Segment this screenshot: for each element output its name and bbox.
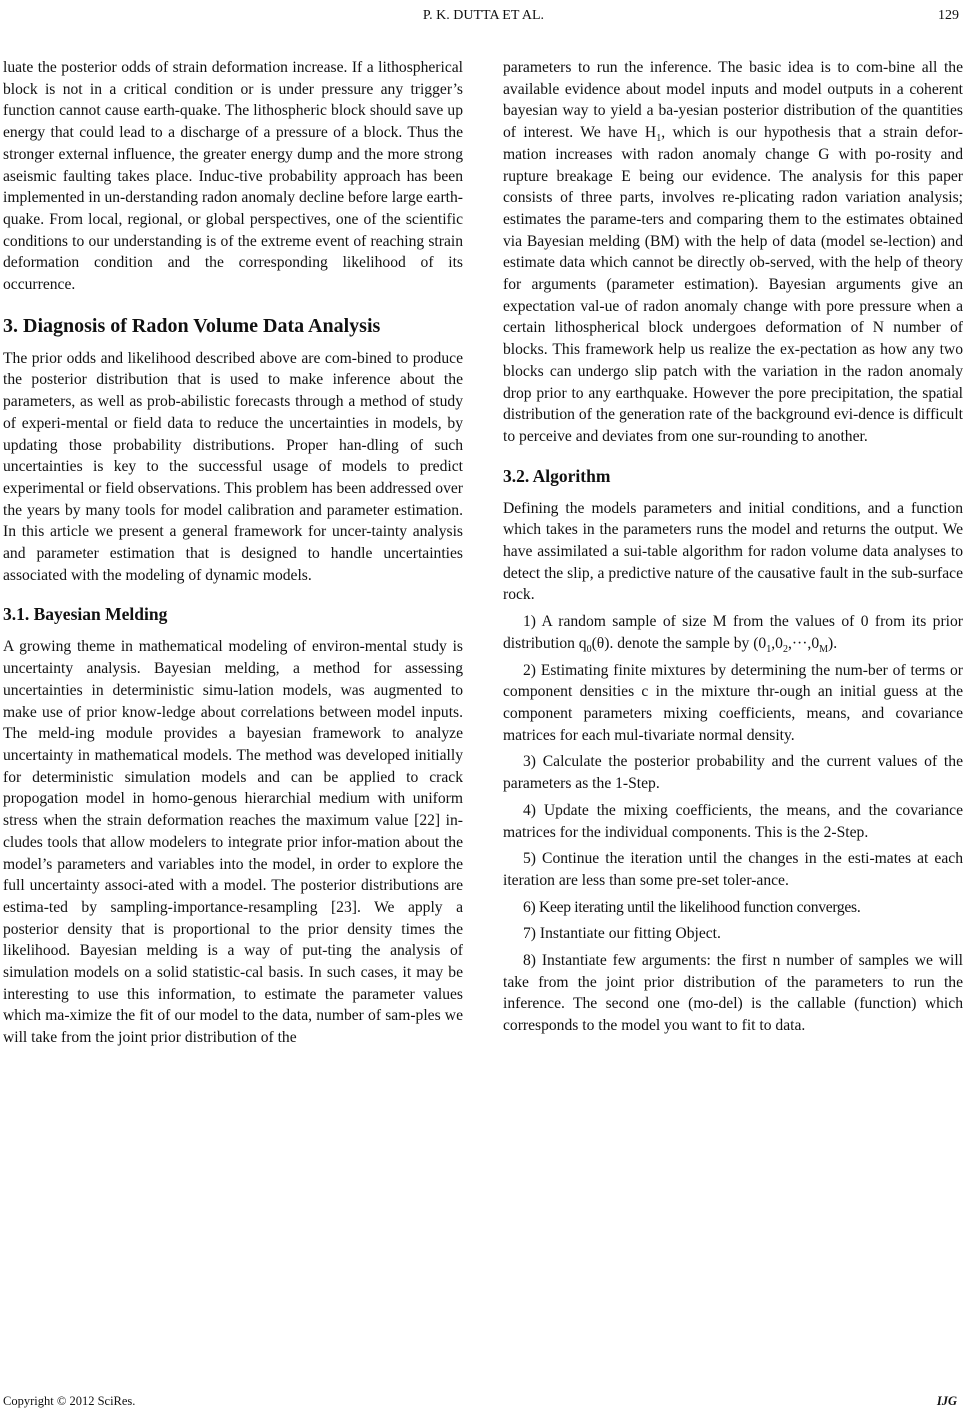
intro-paragraph: luate the posterior odds of strain deformation increase. If a lithospherical block is not in a critical condition or is under pressure any trigger’s function cannot cause earth-quake. The lithospheric block should save up energy that could lead to a discharge of a pressure of a block. Thus the stronger external influence, the greater energy dump and the more strong aseismic faulting takes place. Induc-tive probability approach has been implemented in un-derstanding radon anomaly decline before large earth-quake. From local, regional, or global perspectives, one of the scientific conditions to our understanding is of the extreme event of reaching strain deformation condition and the corresponding likelihood of its occurrence. <box>3 59 463 294</box>
right-column <box>503 57 963 1037</box>
continued-paragraph <box>503 57 963 448</box>
algorithm-step-4: 4) Update the mixing coefficients, the means, and the covariance matrices for the individual components. This is the 2-Step. <box>503 801 963 841</box>
algorithm-step-6: 6) Keep iterating until the likelihood function converges. <box>523 898 861 916</box>
journal-abbreviation: IJG <box>936 1394 957 1408</box>
algorithm-step-1 <box>503 611 963 654</box>
step1-text-b: (θ). denote the sample by (0 <box>591 634 767 652</box>
page-footer <box>0 1392 967 1410</box>
algorithm-intro: Defining the models parameters and initial conditions, and a function which takes in the parameters runs the model and returns the output. We have assimilated a sui-table algorithm for radon volume data analyses to detect the slip, a predictive nature of the causative fault in the sub-surface rock. <box>503 499 963 604</box>
step1-sub-m: M <box>819 643 829 655</box>
step1-text-a: 1) A random sample of size M from the values of 0 from its prior distribution q <box>503 613 963 652</box>
step1-sub-2: 2 <box>782 643 788 655</box>
hypothesis-subscript: 1 <box>656 133 662 145</box>
subsection-heading-algorithm: 3.2. Algorithm <box>503 465 611 486</box>
section-heading: 3. Diagnosis of Radon Volume Data Analysis <box>3 314 381 337</box>
subsection-heading-bayesian-melding: 3.1. Bayesian Melding <box>3 604 168 625</box>
bayesian-melding-paragraph: A growing theme in mathematical modeling of environ-mental study is uncertainty analysis. Bayesian melding, a method for assessing uncertainties in deterministic simu-lation models, was augmented to make use of prior know-ledge about correlations between model inputs. The meld-ing module provides a bayesian framework to analyze uncertainty in mathematical models. The method was developed initially for deterministic simulation models and can be applied to crack propogation model in homo-genous hierarchial medium with uniform stress when the strain deformation reaches the maximum value [22] in-cludes tools that allow modelers to integrate prior infor-mation about the model’s parameters and variables into the model, in order to explore the full uncertainty associ-ated with a model. The posterior distributions are estima-ted by sampling-importance-resampling [23]. We apply a posterior density that is proportional to the prior density times the likelihood. Bayesian melding is a way of put-ting the analysis of simulation models on a solid statistic-cal basis. In such cases, it may be interesting to use this information, to estimate the parameter values which ma-ximize the fit of our model to the data, number of sam-ples we will take from the joint prior distribution of the <box>3 638 463 1047</box>
left-column <box>3 57 463 1049</box>
step1-text-e: ). <box>828 634 838 652</box>
step1-sub-q: 0 <box>586 643 592 655</box>
algorithm-step-7: 7) Instantiate our fitting Object. <box>523 925 721 943</box>
step1-sub-1: 1 <box>766 643 772 655</box>
step1-text-c: ,0 <box>771 634 783 652</box>
algorithm-step-3: 3) Calculate the posterior probability and the current values of the parameters as the 1-Step. <box>503 753 963 793</box>
copyright-notice: Copyright © 2012 SciRes. <box>3 1394 136 1408</box>
page-number: 129 <box>938 8 959 23</box>
continued-text-part2: , which is our hypothesis that a strain defor-mation increases with radon anomaly change G with po-rosity and rupture breakage E being our evidence. The analysis for this paper consists of three parts, involves re-plicating radon variation analysis; estimates the parame-ters and comparing them to the estimates obtained via Bayesian melding (BM) with the help of data (model se-lection) and estimate data which cannot be directly ob-served, with the help of theory for arguments (parameter estimation). Bayesian arguments give an expectation val-ue of radon anomaly change with pore pressure when a certain lithospherical block undergoes deformation of N number of blocks. This framework help us realize the ex-pectation as how any two blocks can undergo slip patch with the variation in the radon anomaly drop prior to any earthquake. However the pore precipitation, the spatial distribution of the generation rate of the background evi-dence is difficult to perceive and deviates from one sur-rounding to another. <box>503 124 963 445</box>
algorithm-step-8: 8) Instantiate few arguments: the first n number of samples we will take from the joint prior distribution of the parameters to run the inference. The second one (mo-del) is the callable (function) which corresponds to the model you want to fit to data. <box>503 952 963 1035</box>
section-paragraph: The prior odds and likelihood described above are com-bined to produce the posterior distribution that is used to make inference about the parameters, as well as prob-abilistic forecasts through a method of study of experi-mental or field data to reduce the uncertainties in models, by updating those probability distributions. Proper han-dling of such uncertainties is key to the successful usage of models to predict experimental or field observations. This problem has been addressed over the years by many tools for model calibration and parameter estimation. In this article we present a general framework for uncer-tainty analysis and parameter estimation that is designed to handle uncertainties associated with the modeling of dynamic models. <box>3 349 463 584</box>
step1-text-d: ,···,0 <box>787 634 820 652</box>
continued-text-part1: parameters to run the inference. The basic idea is to com-bine all the available evidence about model inputs and model outputs in a coherent bayesian way to yield a ba-yesian posterior distribution of the quantities of interest. We have H <box>503 59 963 142</box>
running-header <box>0 6 967 26</box>
algorithm-step-5: 5) Continue the iteration until the changes in the esti-mates at each iteration are less than some pre-set toler-ance. <box>503 850 963 889</box>
running-title: P. K. DUTTA ET AL. <box>422 8 545 23</box>
algorithm-step-2: 2) Estimating finite mixtures by determining the num-ber of terms or component densities c in the mixture thr-ough an initial guess at the component parameters mixing coefficients, means, and covariance matrices for each mul-tivariate normal density. <box>503 661 963 744</box>
